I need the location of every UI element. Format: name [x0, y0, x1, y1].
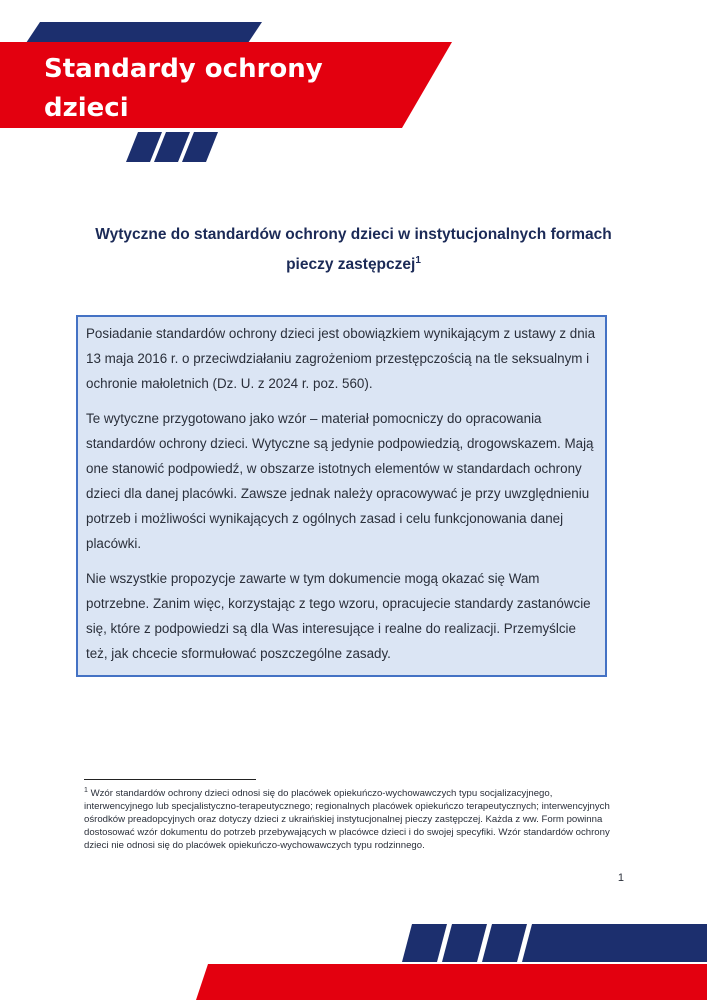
- intro-paragraph-3: Nie wszystkie propozycje zawarte w tym dokumencie mogą okazać się Wam potrzebne. Zanim więc, korzystając z tego wzoru, opracujecie standardy zastanówcie się, które z podpowiedzi są dla Was interesujące i realne do realizacji. Przemyślcie też, jak chcecie sformułować poszczególne zasady.: [86, 571, 591, 661]
- bottom-red-band: [196, 964, 707, 1000]
- footnote-text: Wzór standardów ochrony dzieci odnosi się do placówek opiekuńczo-wychowawczych typu socjalizacyjnego, interwencyjnego lub specjalistyczno-terapeutycznego; regionalnych placówek opiekuńczo terapeutycznych; interwencyjnych ośrodków preadopcyjnych oraz dotyczy dzieci z ukraińskiej instytucjonalnej pieczy zastępczej. Każda z ww. Form powinna dostosować wzór dokumentu do potrzeb przebywających w placówce dzieci i do swojej specyfiki. Wzór standardów ochrony dzieci nie odnosi się do placówek opiekuńczo-wychowawczych typu rodzinnego.: [84, 788, 610, 852]
- footnote-separator: [84, 779, 256, 780]
- heading-text: Wytyczne do standardów ochrony dzieci w instytucjonalnych formach pieczy zastępczej: [95, 226, 612, 273]
- footnote: [84, 784, 614, 852]
- intro-info-box: [76, 315, 607, 677]
- bottom-navy-band: [522, 924, 707, 962]
- intro-paragraph-1: Posiadanie standardów ochrony dzieci jest obowiązkiem wynikającym z ustawy z dnia 13 maja 2016 r. o przeciwdziałaniu zagrożeniom przestępczością na tle seksualnym i ochronie małoletnich (Dz. U. z 2024 r. poz. 560).: [86, 326, 596, 391]
- section-heading: [80, 220, 627, 280]
- document-title: Standardy ochrony dzieci: [44, 54, 323, 123]
- bottom-navy-slash-3: [482, 924, 527, 962]
- page-number: 1: [617, 872, 624, 884]
- heading-footnote-marker[interactable]: 1: [415, 254, 421, 266]
- intro-paragraph-2: Te wytyczne przygotowano jako wzór – materiał pomocniczy do opracowania standardów ochrony dzieci. Wytyczne są jedynie podpowiedzią, drogowskazem. Mają one stanowić podpowiedź, w obszarze istotnych elementów w standardach ochrony dzieci dla danej placówki. Zawsze jednak należy opracowywać je przy uwzględnieniu potrzeb i możliwości wynikających z ogólnych zasad i celu funkcjonowania danej placówki.: [86, 411, 594, 551]
- footnote-marker: 1: [84, 787, 88, 794]
- bottom-navy-slash-1: [402, 924, 447, 962]
- bottom-navy-slash-2: [442, 924, 487, 962]
